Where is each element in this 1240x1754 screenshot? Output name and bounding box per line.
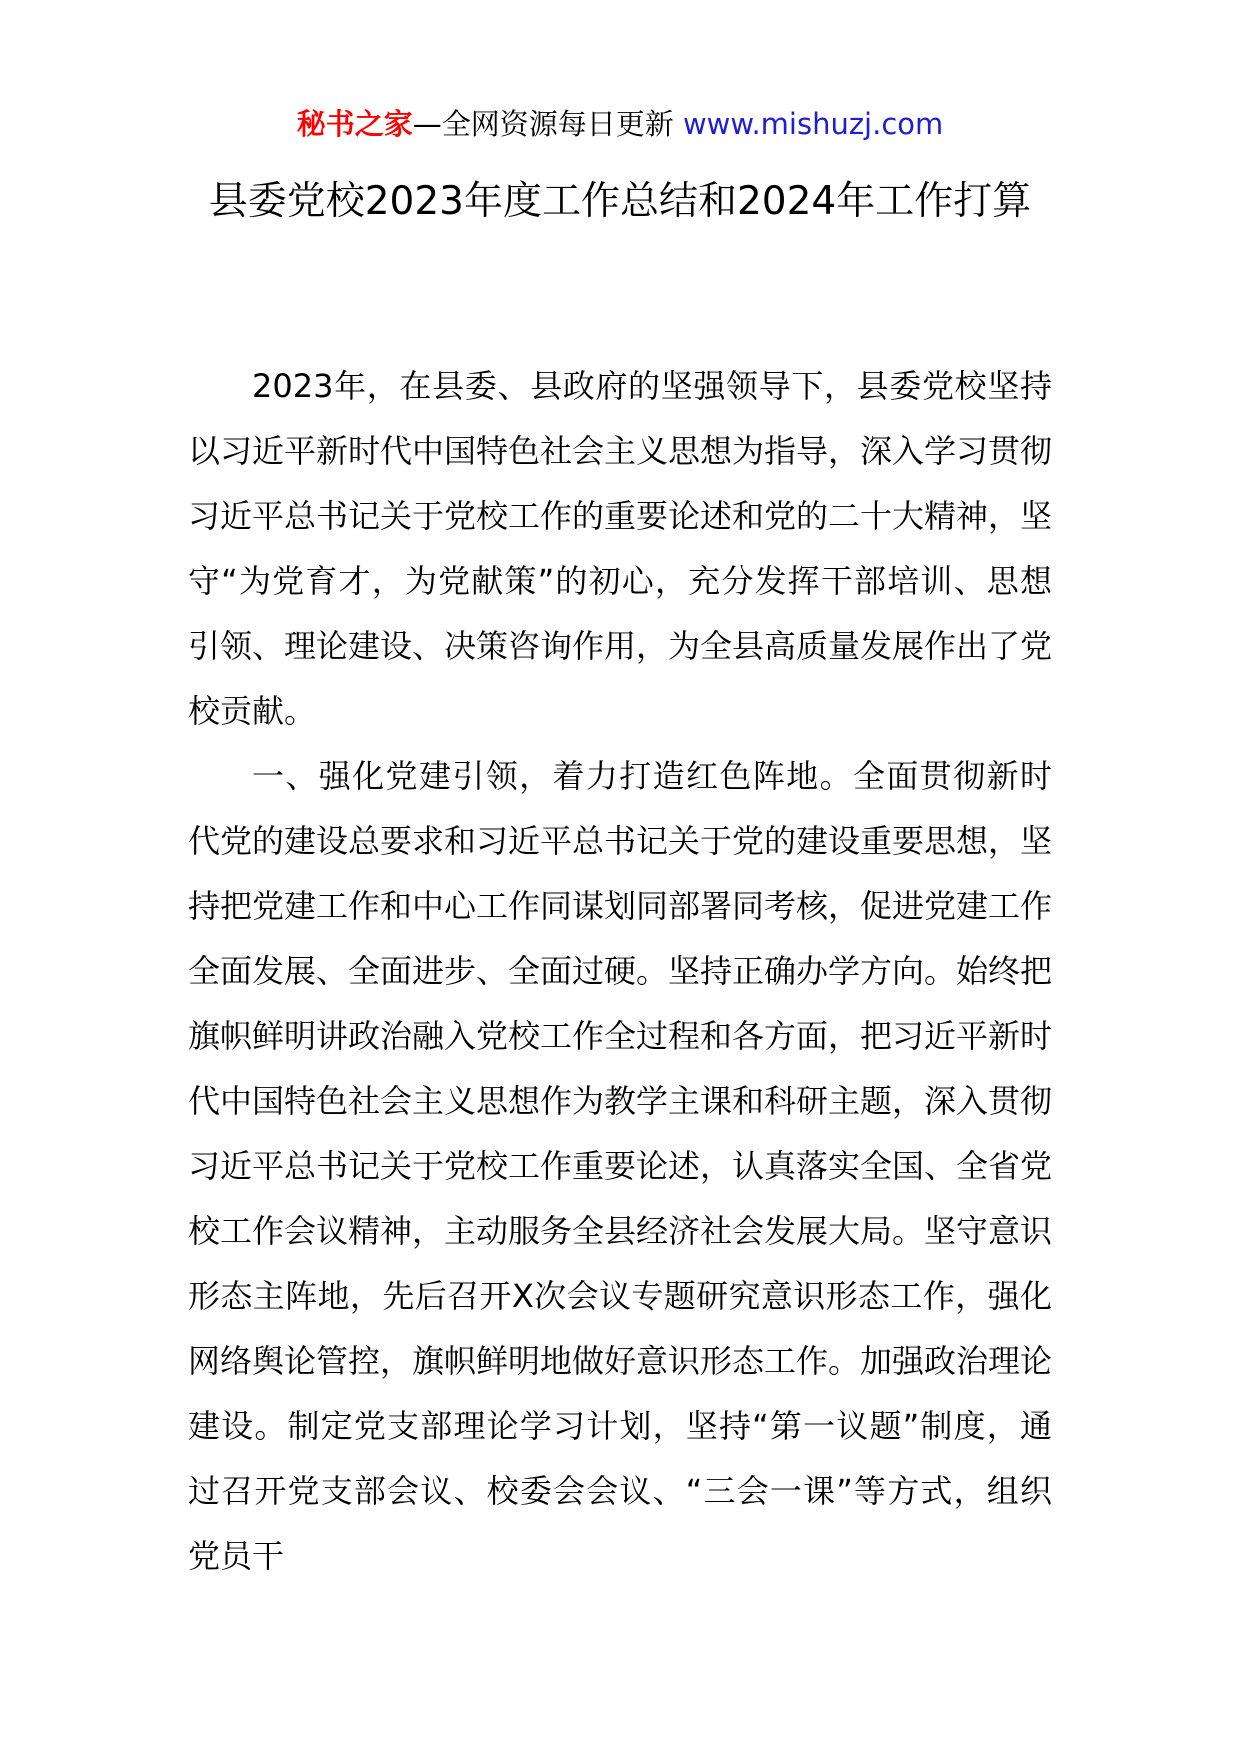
document-title: 县委党校2023年度工作总结和2024年工作打算 xyxy=(208,179,1032,224)
paragraph-text: 全面贯彻新时代党的建设总要求和习近平总书记关于党的建设重要思想，坚持把党建工作和中心工作同谋划同部署同考核，促进党建工作全面发展、全面进步、全面过硬。坚持正确办学方向。始终把旗帜鲜明讲政治融入党校工作全过程和各方面，把习近平新时代中国特色社会主义思想作为教学主课和科研主题，深入贯彻习近平总书记关于党校工作重要论述，认真落实全国、全省党校工作会议精神，主动服务全县经济社会发展大局。坚守意识形态主阵地，先后召开X次会议专题研究意识形态工作，强化网络舆论管控，旗帜鲜明地做好意识形态工作。加强政治理论建设。制定党支部理论学习计划，坚持“第一议题”制度，通过召开党支部会议、校委会会议、“三会一课”等方式，组织党员干 xyxy=(188,757,1053,1575)
paragraph-text: 2023年，在县委、县政府的坚强领导下，县委党校坚持以习近平新时代中国特色社会主义思想为指导，深入学习贯彻习近平总书记关于党校工作的重要论述和党的二十大精神，坚守“为党育才，为党献策”的初心，充分发挥干部培训、思想引领、理论建设、决策咨询作用，为全县高质量发展作出了党校贡献。 xyxy=(188,367,1053,730)
site-watermark xyxy=(0,104,1240,144)
intro-paragraph xyxy=(188,354,1052,744)
watermark-url[interactable]: www.mishuzj.com xyxy=(682,107,944,141)
document-body xyxy=(188,354,1052,1589)
section-heading: 一、强化党建引领，着力打造红色阵地。 xyxy=(252,757,854,795)
watermark-tagline: —全网资源每日更新 xyxy=(412,107,683,141)
section-paragraph xyxy=(188,744,1052,1589)
watermark-brand: 秘书之家 xyxy=(296,107,413,141)
